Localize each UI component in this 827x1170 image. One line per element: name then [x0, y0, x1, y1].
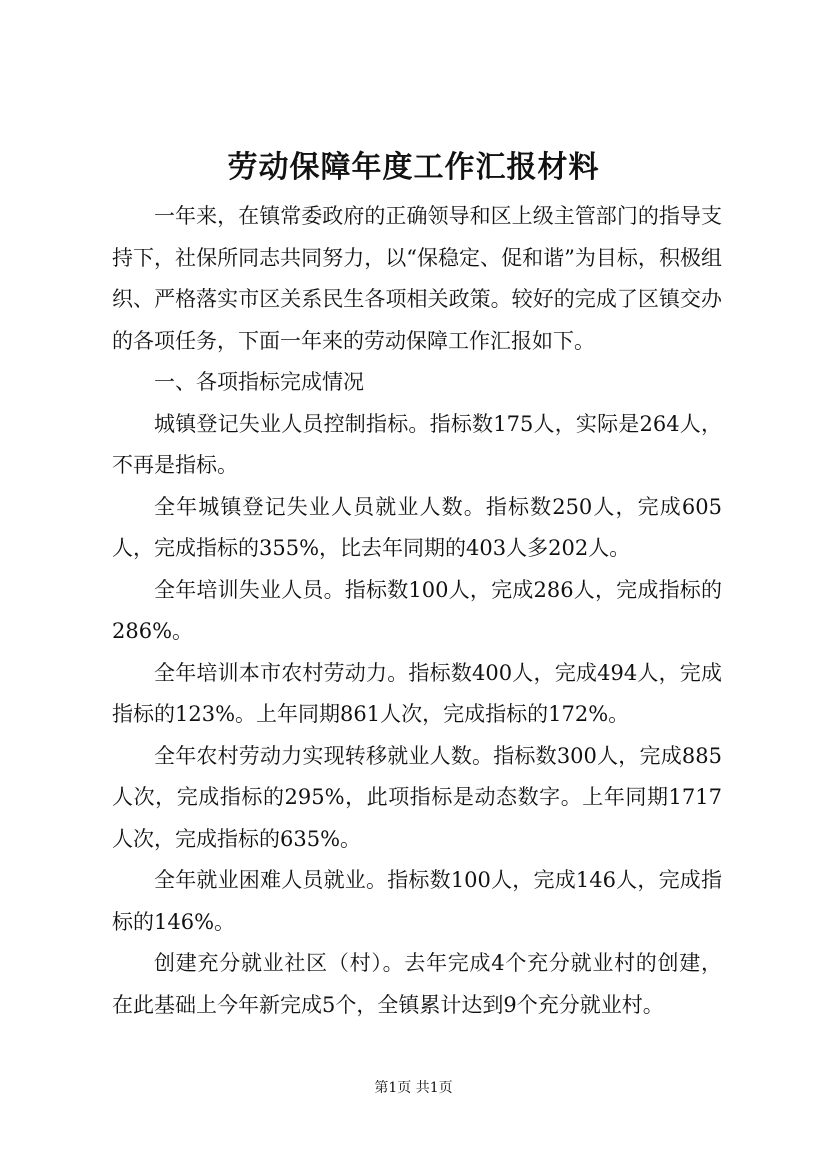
- document-title: 劳动保障年度工作汇报材料: [227, 150, 600, 185]
- paragraph-hard-to-employ: 全年就业困难人员就业。指标数100人，完成146人，完成指标的146%。: [112, 868, 722, 934]
- paragraph-training-unemployed: 全年培训失业人员。指标数100人，完成286人，完成指标的286%。: [112, 577, 722, 643]
- paragraph-rural-transfer: 全年农村劳动力实现转移就业人数。指标数300人，完成885人次，完成指标的295%，此项指标是动态数字。上年同期1717人次，完成指标的635%。: [112, 743, 722, 851]
- paragraph-unemployment-control: 城镇登记失业人员控制指标。指标数175人，实际是264人，不再是指标。: [112, 411, 722, 477]
- paragraph-reemployment: 全年城镇登记失业人员就业人数。指标数250人，完成605人，完成指标的355%，比去年同期的403人多202人。: [112, 494, 722, 560]
- paragraph-intro: 一年来，在镇常委政府的正确领导和区上级主管部门的指导支持下，社保所同志共同努力，以“保稳定、促和谐”为目标，积极组织、严格落实市区关系民生各项相关政策。较好的完成了区镇交办的各项任务，下面一年来的劳动保障工作汇报如下。: [112, 204, 722, 353]
- paragraph-training-rural: 全年培训本市农村劳动力。指标数400人，完成494人，完成指标的123%。上年同期861人次，完成指标的172%。: [112, 660, 722, 726]
- paragraph-full-employment-community: 创建充分就业社区（村）。去年完成4个充分就业村的创建，在此基础上今年新完成5个，全镇累计达到9个充分就业村。: [112, 951, 722, 1017]
- section-heading: 一、各项指标完成情况: [154, 370, 364, 394]
- document-body: [112, 196, 722, 1026]
- page-footer: 第1页 共1页: [374, 1080, 453, 1096]
